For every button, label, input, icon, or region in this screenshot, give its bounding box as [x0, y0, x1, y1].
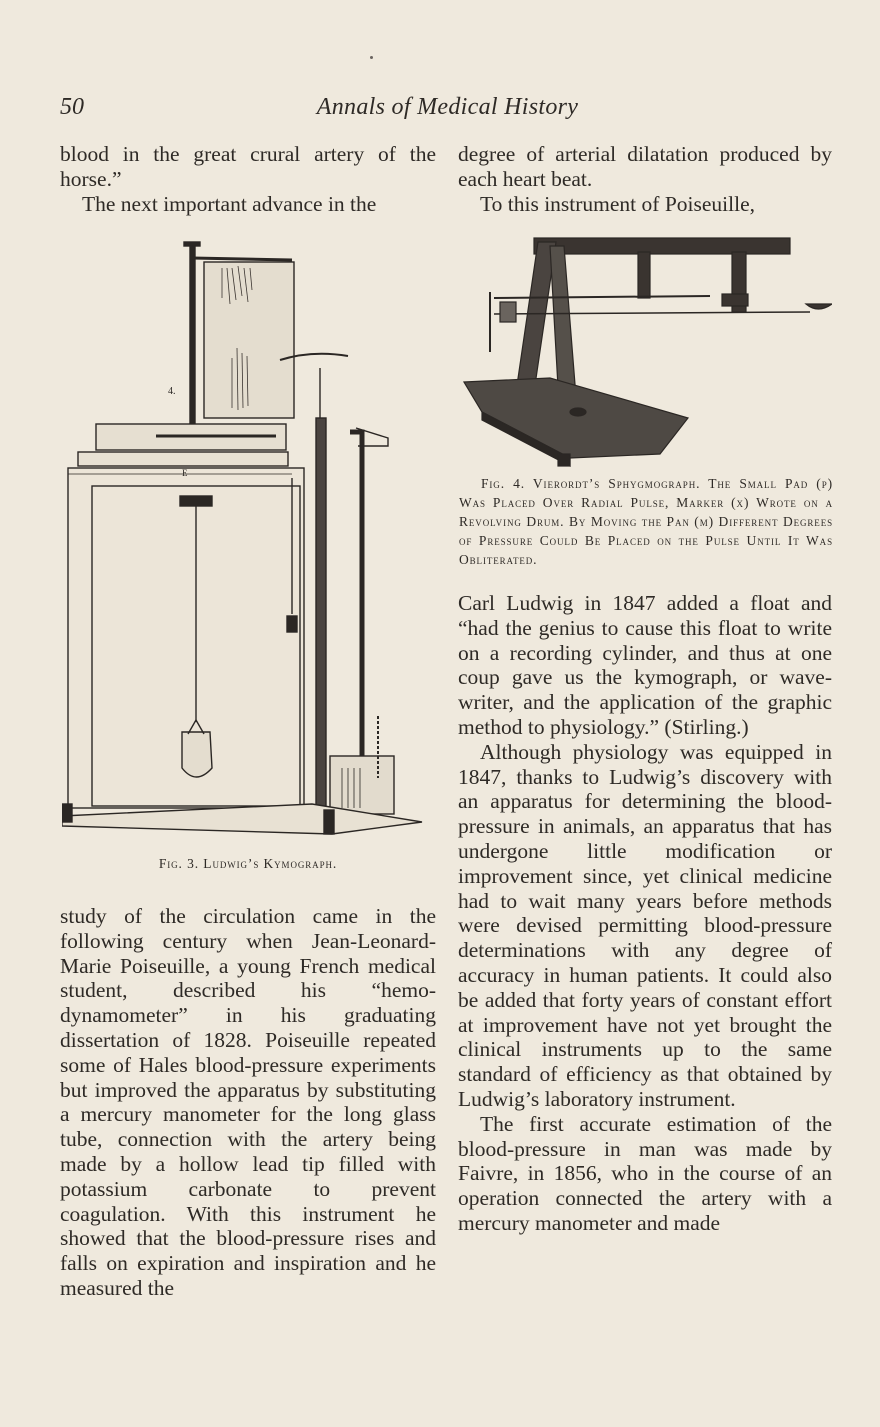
paragraph: The first accurate estimation of the blood-pressure in man was made by Faivre, in 1856, who in the course of an operation connected the artery with a mercury manometer and made [458, 1111, 832, 1235]
print-speck [370, 56, 373, 59]
right-column-bottom [458, 591, 832, 1236]
paragraph: The next important advance in the [82, 191, 377, 216]
figure-4-caption: Fig. 4. Vierordt’s Sphygmograph. The Small Pad (p) Was Placed Over Radial Pulse, Marker (x) Wrote on a Revolving Drum. By Moving the Pan (m) Different Degrees of Pressure Could Be Placed on the Pulse Until It Was Obliterated. [459, 476, 833, 567]
left-column-top [60, 142, 436, 216]
paragraph: degree of arterial dilatation produced by each heart beat. [458, 142, 832, 191]
kymograph-illustration [62, 238, 432, 838]
left-column-bottom [60, 904, 436, 1301]
page-header [60, 94, 835, 128]
page-number: 50 [60, 94, 84, 120]
figure-3-caption: Fig. 3. Ludwig’s Kymograph. [158, 856, 338, 871]
figure-label: 4. [168, 386, 176, 397]
sphygmograph-illustration [460, 232, 832, 468]
paragraph: study of the circulation came in the following century when Jean-Leonard-Marie Poiseuille, a young French medical student, described his “hemo-dynamometer” in his graduating dissertation of 1828. Poiseuille repeated some of Hales blood-pressure experiments but improved the apparatus by substituting a mercury manometer for the long glass tube, connection with the artery being made by a hollow lead tip filled with potassium carbonate to prevent coagulation. With this instrument he showed that the blood-pressure rises and falls on expiration and inspiration and he measured the [60, 904, 436, 1300]
paragraph: Carl Ludwig in 1847 added a float and “had the genius to cause this float to write on a recording cylinder, and thus at one coup gave us the kymograph, or wave-writer, and the application of the graphic method to physiology.” (Stirling.) [458, 591, 832, 739]
running-head: Annals of Medical History [316, 94, 579, 120]
figure-label: E [182, 468, 188, 478]
right-column-top [458, 142, 832, 216]
paragraph: To this instrument of Poiseuille, [480, 191, 755, 216]
paragraph: blood in the great crural artery of the horse.” [60, 142, 436, 191]
paragraph: Although physiology was equipped in 1847, thanks to Ludwig’s discovery with an apparatus for determining the blood-pressure in animals, an apparatus that has undergone little modification or improvement since, yet clinical medicine had to wait many years before methods were devised permitting blood-pressure determinations with any degree of accuracy in human patients. It could also be added that forty years of constant effort at improvement have not yet brought the clinical instruments up to the same standard of efficiency as that obtained by Ludwig’s laboratory instrument. [458, 739, 832, 1111]
